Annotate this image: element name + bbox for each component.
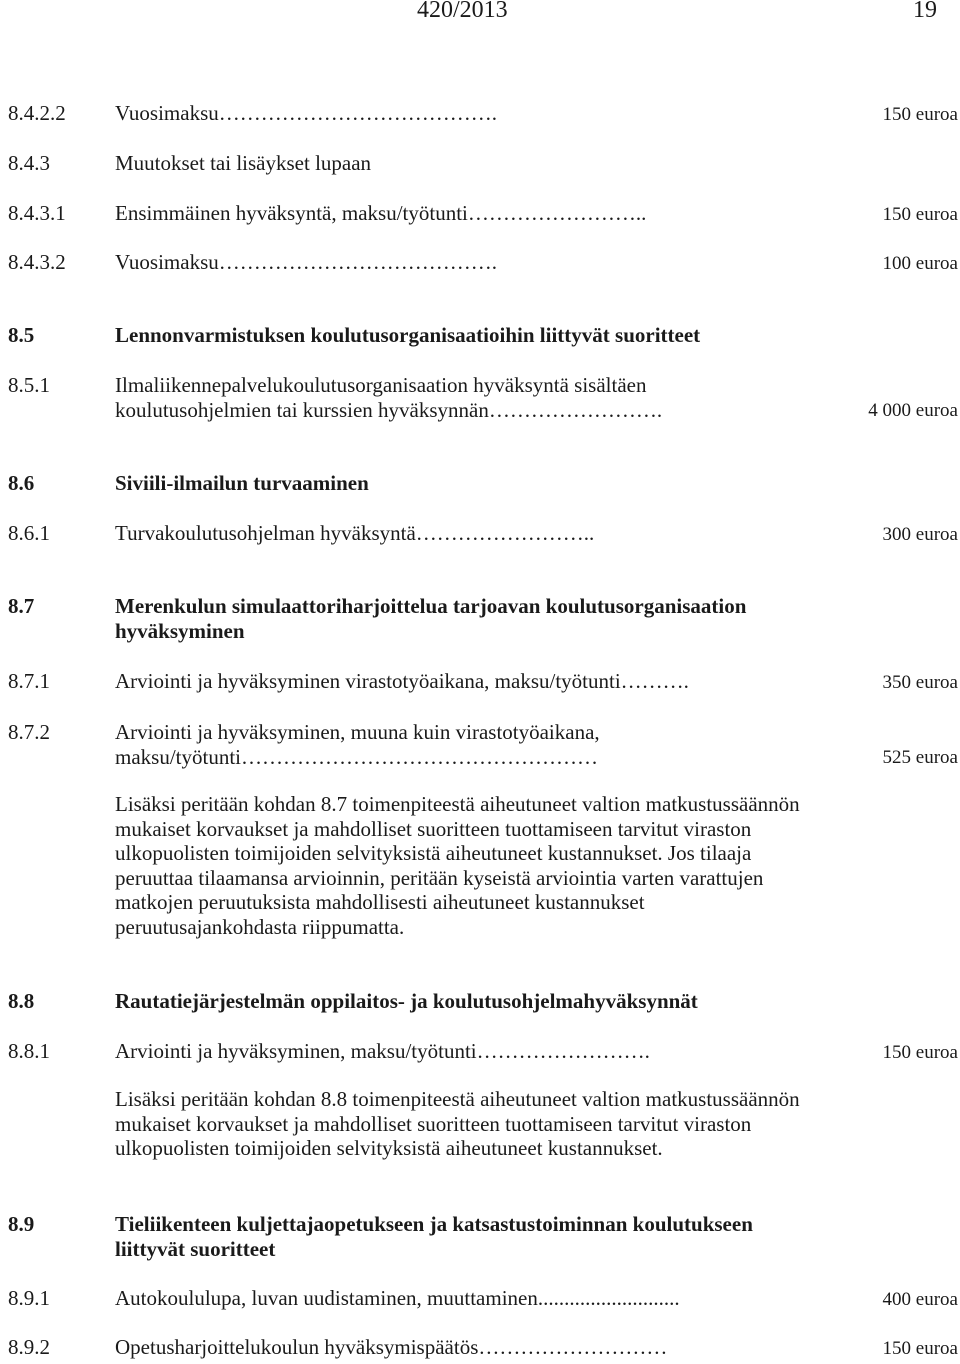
fee-item <box>0 717 960 777</box>
section-number: 8.5 <box>8 323 35 347</box>
note-paragraph: Lisäksi peritään kohdan 8.8 toimenpiteestä aiheutuneet valtion matkustussäännön mukaiset korvaukset ja mahdolliset suoritteen tuottamiseen tarvitut viraston ulkopuolisten toimijoiden selvityksistä aiheutuneet kustannukset. <box>115 1087 800 1160</box>
section-heading <box>0 1209 960 1269</box>
fee-item <box>0 198 960 228</box>
item-price: 150 euroa <box>882 1338 958 1359</box>
item-description: Muutokset tai lisäykset lupaan <box>115 151 372 175</box>
fee-item <box>0 1283 960 1313</box>
item-description: Arviointi ja hyväksyminen virastotyöaikana, maksu/työtunti………. <box>115 669 689 693</box>
item-number: 8.8.1 <box>8 1039 50 1063</box>
section-number: 8.9 <box>8 1212 35 1236</box>
item-price: 350 euroa <box>882 672 958 693</box>
fee-item <box>0 666 960 696</box>
item-description: Vuosimaksu…………………………………. <box>115 101 497 125</box>
item-description: Ensimmäinen hyväksyntä, maksu/työtunti…………………….. <box>115 201 647 225</box>
item-price: 150 euroa <box>882 104 958 125</box>
section-number: 8.8 <box>8 989 35 1013</box>
section-heading <box>0 986 960 1016</box>
item-price: 4 000 euroa <box>868 400 958 421</box>
item-price: 400 euroa <box>882 1289 958 1310</box>
subsection-heading <box>0 148 960 178</box>
item-number: 8.7.2 <box>8 720 50 744</box>
item-price: 300 euroa <box>882 524 958 545</box>
fee-item <box>0 247 960 277</box>
fee-item <box>0 1036 960 1066</box>
section-title: Lennonvarmistuksen koulutusorganisaatioihin liittyvät suoritteet <box>115 323 701 347</box>
item-description: Vuosimaksu…………………………………. <box>115 250 497 274</box>
fee-item <box>0 1332 960 1362</box>
item-price: 100 euroa <box>882 253 958 274</box>
section-number: 8.6 <box>8 471 35 495</box>
section-title: Tieliikenteen kuljettajaopetukseen ja katsastustoiminnan koulutukseen liittyvät suoritteet <box>115 1212 753 1261</box>
document-number: 420/2013 <box>417 0 508 23</box>
page-number: 19 <box>913 0 937 23</box>
item-price: 150 euroa <box>882 1042 958 1063</box>
item-number: 8.9.2 <box>8 1335 50 1359</box>
item-description: Opetusharjoittelukoulun hyväksymispäätös……………………… <box>115 1335 668 1359</box>
section-title: Siviili-ilmailun turvaaminen <box>115 471 369 495</box>
item-number: 8.6.1 <box>8 521 50 545</box>
section-title: Rautatiejärjestelmän oppilaitos- ja koulutusohjelmahyväksynnät <box>115 989 698 1013</box>
item-price: 525 euroa <box>882 747 958 768</box>
fee-item <box>0 370 960 430</box>
section-heading <box>0 320 960 350</box>
item-description: Arviointi ja hyväksyminen, maksu/työtunti……………………. <box>115 1039 650 1063</box>
item-description: Ilmaliikennepalvelukoulutusorganisaation hyväksyntä sisältäen koulutusohjelmien tai kurssien hyväksynnän……………………. <box>115 373 663 422</box>
item-number: 8.4.3.1 <box>8 201 66 225</box>
note-paragraph: Lisäksi peritään kohdan 8.7 toimenpiteestä aiheutuneet valtion matkustussäännön mukaiset korvaukset ja mahdolliset suoritteen tuottamiseen tarvitut viraston ulkopuolisten toimijoiden selvityksistä aiheutuneet kustannukset. Jos tilaaja peruuttaa tilaamansa arvioinnin, peritään kyseistä arviointia varten varattujen matkojen peruutuksista mahdollisesti aiheutuneet kustannukset peruutusajankohdasta riippumatta. <box>115 792 800 939</box>
item-description: Turvakoulutusohjelman hyväksyntä…………………….. <box>115 521 595 545</box>
section-heading <box>0 591 960 651</box>
section-number: 8.7 <box>8 594 35 618</box>
fee-item <box>0 98 960 128</box>
item-number: 8.4.3.2 <box>8 250 66 274</box>
item-number: 8.5.1 <box>8 373 50 397</box>
section-heading <box>0 468 960 498</box>
item-number: 8.4.2.2 <box>8 101 66 125</box>
item-number: 8.7.1 <box>8 669 50 693</box>
item-number: 8.4.3 <box>8 151 50 175</box>
item-description: Autokoululupa, luvan uudistaminen, muuttaminen........................... <box>115 1286 680 1310</box>
section-title: Merenkulun simulaattoriharjoittelua tarjoavan koulutusorganisaation hyväksyminen <box>115 594 747 643</box>
item-number: 8.9.1 <box>8 1286 50 1310</box>
fee-item <box>0 518 960 548</box>
item-price: 150 euroa <box>882 204 958 225</box>
item-description: Arviointi ja hyväksyminen, muuna kuin virastotyöaikana, maksu/työtunti…………………………………………… <box>115 720 600 769</box>
